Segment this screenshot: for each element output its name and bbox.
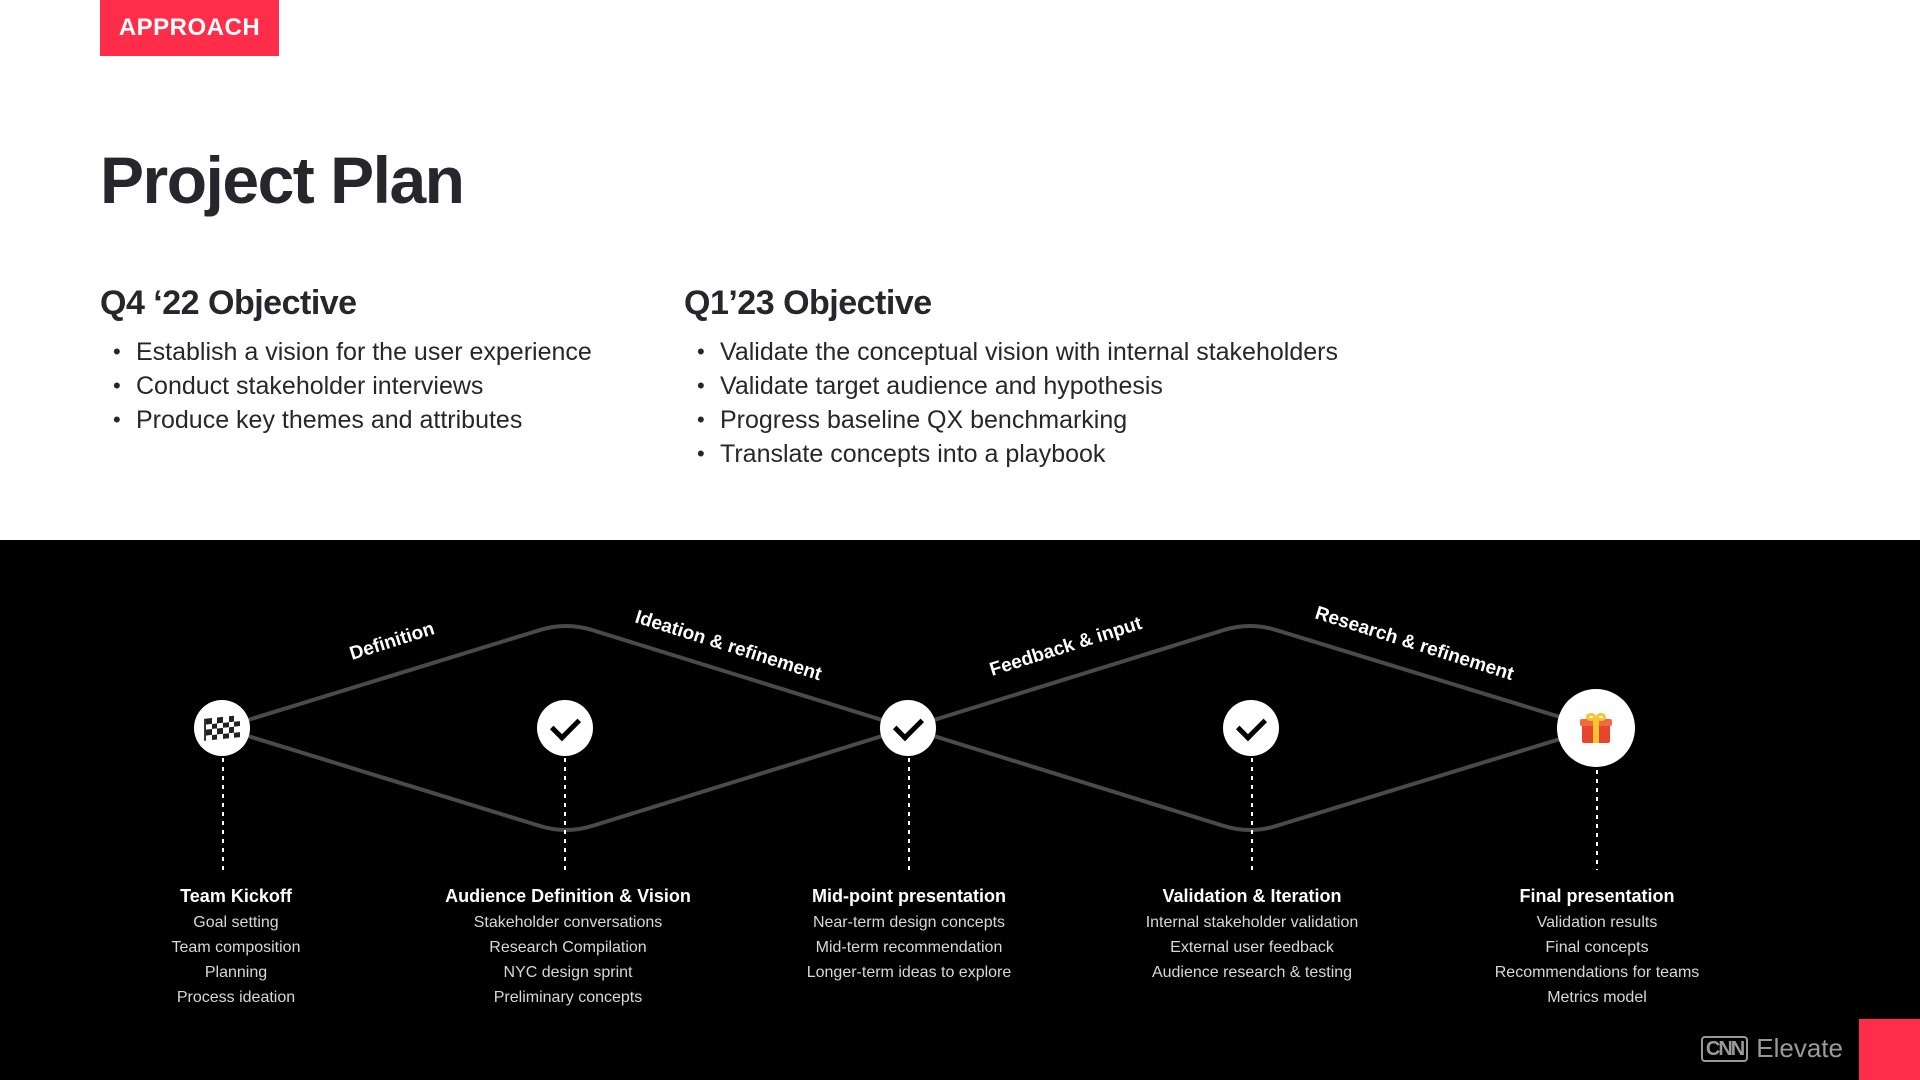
section-badge: APPROACH <box>100 0 279 56</box>
list-item: • Establish a vision for the user experience <box>113 335 660 369</box>
milestone-audience <box>418 884 718 1010</box>
brand-lockup <box>1701 1033 1843 1064</box>
milestone-item: Final concepts <box>1545 939 1649 956</box>
milestone-item: Recommendations for teams <box>1494 964 1700 981</box>
accent-corner <box>1859 1019 1920 1080</box>
phase-label-ideation: Ideation & refinement <box>632 606 825 686</box>
gift-icon <box>1580 713 1612 743</box>
milestone-item: Process ideation <box>176 989 296 1006</box>
q4-list <box>100 335 660 437</box>
milestone-item: Metrics model <box>1547 989 1647 1006</box>
phase-label-research: Research & refinement <box>1312 602 1517 686</box>
milestone-title: Mid-point presentation <box>812 886 1006 906</box>
milestone-item: Stakeholder conversations <box>473 914 663 931</box>
milestone-item: Preliminary concepts <box>493 989 643 1006</box>
milestone-title: Final presentation <box>1519 886 1675 906</box>
cnn-logo: CNN <box>1701 1036 1748 1062</box>
milestone-validation <box>1122 884 1382 985</box>
milestone-item: Validation results <box>1536 914 1658 931</box>
milestone-title: Validation & Iteration <box>1162 886 1342 906</box>
check-icon <box>892 710 923 741</box>
check-icon <box>1235 710 1266 741</box>
milestone-title: Audience Definition & Vision <box>445 886 691 906</box>
q4-heading: Q4 ‘22 Objective <box>100 284 357 322</box>
milestone-item: Team composition <box>171 939 301 956</box>
milestone-item: External user feedback <box>1170 939 1334 956</box>
milestone-item: Goal setting <box>193 914 279 931</box>
milestone-item: Mid-term recommendation <box>815 939 1003 956</box>
q1-heading: Q1’23 Objective <box>684 284 932 322</box>
milestone-item: Internal stakeholder validation <box>1145 914 1359 931</box>
brand-name: Elevate <box>1756 1033 1843 1063</box>
timeline-section <box>0 540 1920 1080</box>
check-icon <box>549 710 580 741</box>
milestone-midpoint <box>779 884 1039 985</box>
checkered-flag-icon <box>204 715 240 741</box>
q4-objective <box>100 284 660 437</box>
page-title: Project Plan <box>100 143 464 217</box>
list-item: • Translate concepts into a playbook <box>697 437 1484 471</box>
milestone-title: Team Kickoff <box>180 886 292 906</box>
milestone-item: Audience research & testing <box>1151 964 1353 981</box>
milestone-final <box>1467 884 1727 1010</box>
milestone-node-final <box>1557 689 1635 767</box>
phase-label-definition: Definition <box>347 618 438 665</box>
milestone-node-kickoff <box>194 700 250 756</box>
list-item: • Progress baseline QX benchmarking <box>697 403 1484 437</box>
q1-objective <box>684 284 1484 471</box>
phase-label-feedback: Feedback & input <box>987 613 1145 681</box>
milestone-kickoff <box>106 884 366 1010</box>
milestone-item: Near-term design concepts <box>812 914 1006 931</box>
list-item: • Produce key themes and attributes <box>113 403 660 437</box>
list-item: • Validate target audience and hypothesis <box>697 369 1484 403</box>
milestone-item: Research Compilation <box>489 939 647 956</box>
milestone-item: Longer-term ideas to explore <box>806 964 1012 981</box>
q1-list <box>684 335 1484 471</box>
milestone-node-midpoint <box>880 700 936 756</box>
list-item: • Validate the conceptual vision with internal stakeholders <box>697 335 1484 369</box>
milestone-item: NYC design sprint <box>503 964 633 981</box>
milestone-node-validation <box>1223 700 1279 756</box>
list-item: • Conduct stakeholder interviews <box>113 369 660 403</box>
milestone-node-audience <box>537 700 593 756</box>
milestone-item: Planning <box>204 964 268 981</box>
